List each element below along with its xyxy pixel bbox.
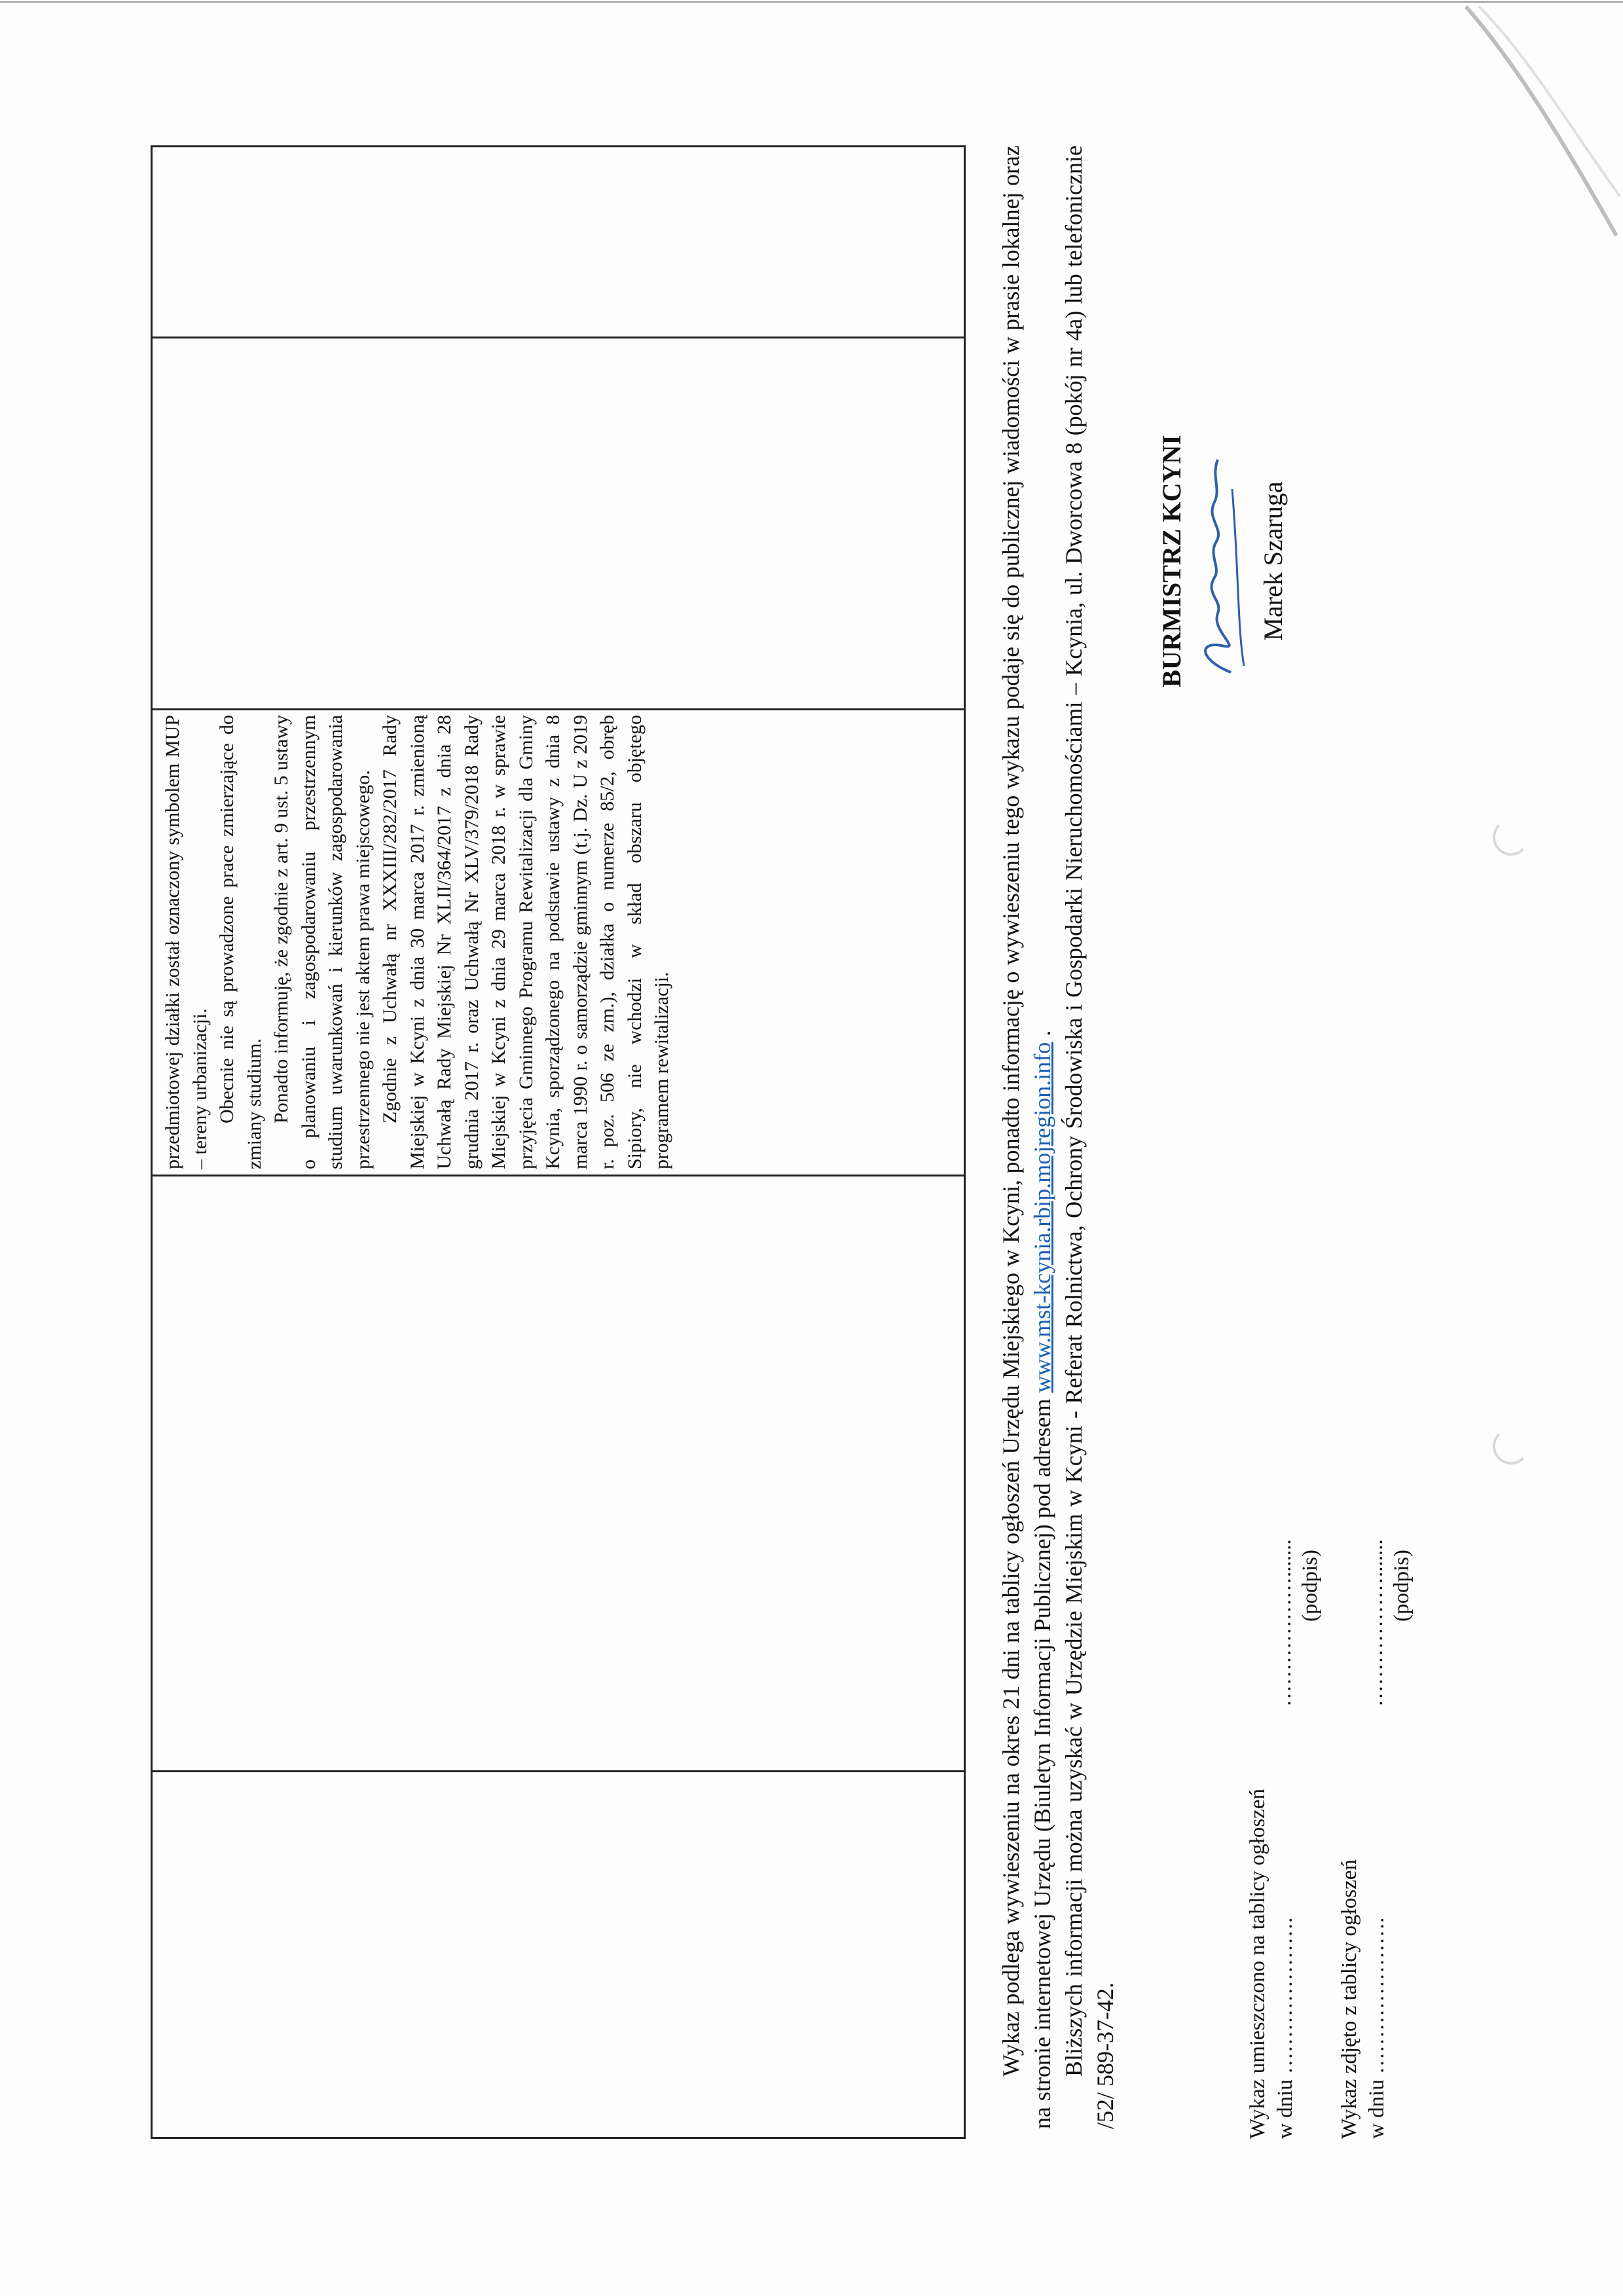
notice-paragraph — [995, 145, 1058, 2129]
removed-label: Wykaz zdjęto z tablicy ogłoszeń — [1338, 1859, 1361, 2139]
cell-paragraph: Zgodnie z Uchwałą nr XXXIII/282/2017 Rady Miejskiej w Kcyni z dnia 30 marca 2017 r. zmienioną Uchwałą Rady Miejskiej Nr XLII/364/2017 z dnia 28 grudnia 2017 r. oraz Uchwałą Nr XLV/379/2018 Rady Miejskiej w Kcyni z dnia 29 marca 2018 r. w sprawie przyjęcia Gminnego Programu Rewitalizacji dla Gminy Kcynia, sporządzonego na podstawie ustawy z dnia 8 marca 1990 r. o samorządzie gminnym (t.j. Dz. U z 2019 r. poz. 506 ze zm.), działka o numerze 85/2, obręb Sipiory, nie wchodzi w skład obszaru objętego programem rewitalizacji. — [379, 715, 672, 1169]
signature-title: BURMISTRZ KCYNI — [1157, 435, 1186, 687]
cell-paragraph: Obecnie nie są prowadzone prace zmierzające do zmiany studium. — [216, 715, 265, 1169]
notice-line-end: . — [1029, 1030, 1055, 1042]
notice-text — [995, 145, 1121, 2129]
table-column — [153, 1175, 964, 1770]
handwritten-signature — [1192, 437, 1254, 685]
punch-hole-mark — [1493, 1428, 1529, 1465]
signature-block — [1152, 365, 1293, 757]
signer-name: Marek Szaruga — [1258, 481, 1288, 641]
punch-hole-mark — [1493, 819, 1529, 856]
table-column — [153, 337, 964, 708]
table-column — [153, 1770, 964, 2137]
posted-label: Wykaz umieszczono na tablicy ogłoszeń — [1246, 1789, 1269, 2139]
notice-paragraph: Bliższych informacji można uzyskać w Urzędzie Miejskim w Kcyni - Referat Rolnictwa, Ochrony Środowiska i Gospodarki Nieruchomościami – Kcynia, ul. Dworcowa 8 (pokój nr 4a) lub telefonicznie /52/ 589-37-42. — [1061, 145, 1118, 2129]
notice-line: Wykaz podlega wywieszeniu na okres 21 dni na tablicy ogłoszeń Urzędu Miejskiego w Kcyni, ponadto informację o wywieszeniu tego wykazu podaje się do publicznej wiadomości w prasie lokalnej oraz na stronie internetowej Urzędu (Biuletyn Informacji Publicznej) pod adresem — [998, 145, 1055, 2129]
property-table — [151, 145, 966, 2139]
bip-link[interactable]: www.mst-kcynia.rbip.mojregion.info — [1029, 1042, 1055, 1393]
cell-paragraph: przedmiotowej działki został oznaczony symbolem MUP – tereny urbanizacji. — [162, 715, 211, 1169]
table-cell-description — [159, 715, 676, 1169]
removed-signature-line: ………………....... — [1364, 1539, 1387, 1707]
posted-date: w dniu …………………. — [1273, 1917, 1297, 2139]
removed-record — [1336, 1859, 1391, 2139]
cell-paragraph: Ponadto informuję, że zgodnie z art. 9 ust. 5 ustawy o planowaniu i zagospodarowaniu przestrzennym studium uwarunkowań i kierunków zagospodarowania przestrzennego nie jest aktem prawa miejscowego. — [270, 715, 374, 1169]
posted-signature-caption: (podpis) — [1298, 1550, 1322, 1622]
posted-record — [1244, 1789, 1299, 2139]
removed-date: w dniu …………………. — [1365, 1917, 1389, 2139]
removed-signature-caption: (podpis) — [1390, 1550, 1413, 1622]
posted-signature-line: ………………....... — [1272, 1539, 1296, 1707]
